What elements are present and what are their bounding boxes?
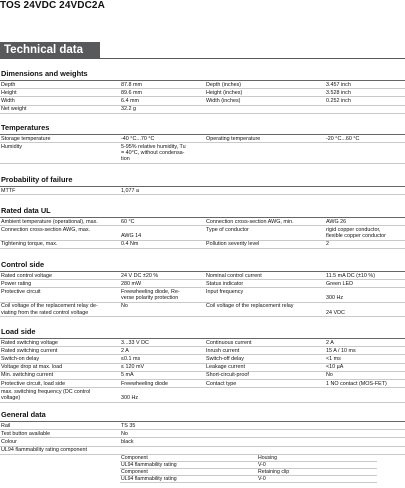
spec-label: Depth <box>0 81 120 89</box>
spec-label: Status indicator <box>205 280 325 288</box>
spec-label: MTTF <box>0 187 120 195</box>
spec-value <box>325 430 405 438</box>
spec-value: Freewheeling diode <box>120 380 205 388</box>
spec-value: <10 µA <box>325 363 405 371</box>
section-title: General data <box>0 408 405 422</box>
spec-value: 5-95% relative humidity, Tu = 40°C, without condensa- tion <box>120 143 205 164</box>
spec-value: 32.2 g <box>120 105 205 113</box>
spec-label: Width <box>0 97 120 105</box>
table-row <box>0 135 405 143</box>
spec-label: Storage temperature <box>0 135 120 143</box>
spec-value: 24 VDC <box>325 302 405 316</box>
spec-label: Min. switching current <box>0 371 120 379</box>
section-title: Control side <box>0 258 405 272</box>
spec-label: Height (inches) <box>205 89 325 97</box>
spec-label <box>205 438 325 446</box>
table-row <box>0 97 405 105</box>
spec-value: 24 V DC ±20 % <box>120 272 205 280</box>
section-load <box>0 325 405 403</box>
spec-label <box>205 187 325 195</box>
spec-value <box>325 143 405 164</box>
section-title: Rated data UL <box>0 204 405 218</box>
table-row <box>0 89 405 97</box>
spec-value: 0.4 Nm <box>120 240 205 248</box>
spec-label: Height <box>0 89 120 97</box>
spec-value: Green LED <box>325 280 405 288</box>
spec-label: Type of conductor <box>205 226 325 240</box>
table-row <box>0 380 405 388</box>
spec-label: Switch-on delay <box>0 355 120 363</box>
spec-label: Depth (inches) <box>205 81 325 89</box>
spec-label: Width (inches) <box>205 97 325 105</box>
section-dimensions <box>0 67 405 114</box>
spec-table <box>0 422 405 455</box>
table-row <box>0 388 405 402</box>
spec-value: Freewheeling diode, Re- verse polarity protection <box>120 288 205 302</box>
ul94-subtable <box>120 455 405 483</box>
spec-label <box>205 388 325 402</box>
section-general <box>0 408 405 483</box>
table-row <box>0 272 405 280</box>
ul94-label: UL94 flammability rating <box>120 476 257 483</box>
table-row <box>0 240 405 248</box>
spec-value: 2 A <box>120 347 205 355</box>
spec-label: Switch-off delay <box>205 355 325 363</box>
table-row <box>0 302 405 316</box>
table-row <box>0 218 405 226</box>
section-title: Temperatures <box>0 121 405 135</box>
spec-label: Net weight <box>0 105 120 113</box>
spec-table <box>0 135 405 164</box>
spec-label <box>205 422 325 430</box>
table-row <box>0 438 405 446</box>
spec-label: Coil voltage of the replacement relay de- viating from the rated control voltage <box>0 302 120 316</box>
table-row <box>0 363 405 371</box>
ul94-label: Component <box>120 455 257 462</box>
spec-value: No <box>120 430 205 438</box>
spec-label: Humidity <box>0 143 120 164</box>
spec-label: Protective circuit <box>0 288 120 302</box>
spec-label: Rated switching voltage <box>0 339 120 347</box>
spec-value <box>325 422 405 430</box>
table-row <box>0 339 405 347</box>
spec-value: 89.6 mm <box>120 89 205 97</box>
spec-label: Rail <box>0 422 120 430</box>
spec-value: -40 °C...70 °C <box>120 135 205 143</box>
ul94-value: Housing <box>257 455 377 462</box>
section-title: Load side <box>0 325 405 339</box>
spec-label: Ambient temperature (operational), max. <box>0 218 120 226</box>
spec-label: Leakage current <box>205 363 325 371</box>
spec-value: 5 mA <box>120 371 205 379</box>
spec-value: TS 35 <box>120 422 205 430</box>
table-row <box>0 446 405 454</box>
banner-rule <box>0 58 405 59</box>
spec-label: Short-circuit-proof <box>205 371 325 379</box>
spec-value <box>325 446 405 454</box>
section-control <box>0 258 405 317</box>
spec-label: Colour <box>0 438 120 446</box>
spec-table <box>0 81 405 114</box>
spec-label: Inrush current <box>205 347 325 355</box>
table-row <box>0 355 405 363</box>
spec-value <box>325 187 405 195</box>
spec-value: 0.252 inch <box>325 97 405 105</box>
table-row <box>0 81 405 89</box>
spec-value: 3...33 V DC <box>120 339 205 347</box>
spec-value: 2 <box>325 240 405 248</box>
spec-value <box>325 438 405 446</box>
ul94-label: UL94 flammability rating <box>120 462 257 469</box>
section-failure <box>0 173 405 195</box>
spec-label <box>205 446 325 454</box>
table-row <box>0 226 405 240</box>
spec-label: Coil voltage of the replacement relay <box>205 302 325 316</box>
spec-value: 1 NO contact (MOS-FET) <box>325 380 405 388</box>
ul94-label: Component <box>120 469 257 476</box>
spec-label: Continuous current <box>205 339 325 347</box>
spec-label <box>205 430 325 438</box>
spec-value: 1,077 a <box>120 187 205 195</box>
spec-label: Rated control voltage <box>0 272 120 280</box>
spec-value: 15 A / 10 ms <box>325 347 405 355</box>
spec-value <box>325 105 405 113</box>
spec-label: Operating temperature <box>205 135 325 143</box>
spec-value: No <box>325 371 405 379</box>
section-temperatures <box>0 121 405 164</box>
spec-value: No <box>120 302 205 316</box>
spec-value: 11.5 mA DC (±10 %) <box>325 272 405 280</box>
spec-value: -20 °C...60 °C <box>325 135 405 143</box>
table-row <box>0 430 405 438</box>
table-row <box>0 371 405 379</box>
spec-label: UL94 flammability rating component <box>0 446 120 454</box>
section-title: Probability of failure <box>0 173 405 187</box>
spec-label: Input frequency <box>205 288 325 302</box>
spec-value: 6.4 mm <box>120 97 205 105</box>
spec-value: 3.528 inch <box>325 89 405 97</box>
technical-data-banner: Technical data <box>0 42 100 58</box>
spec-value: 280 mW <box>120 280 205 288</box>
table-row <box>0 422 405 430</box>
spec-label: Test button available <box>0 430 120 438</box>
spec-value: AWG 14 <box>120 226 205 240</box>
spec-value <box>120 446 205 454</box>
spec-value: ≤0.1 ms <box>120 355 205 363</box>
spec-label: Protective circuit, load side <box>0 380 120 388</box>
section-title: Dimensions and weights <box>0 67 405 81</box>
spec-value: rigid copper conductor, flexible copper conductor <box>325 226 405 240</box>
spec-label: Voltage drop at max. load <box>0 363 120 371</box>
spec-value: 87.8 mm <box>120 81 205 89</box>
spec-table <box>0 187 405 195</box>
spec-label: max. switching frequency (DC control voltage) <box>0 388 120 402</box>
spec-value: ≤ 120 mV <box>120 363 205 371</box>
spec-label: Pollution severity level <box>205 240 325 248</box>
spec-value: 300 Hz <box>325 288 405 302</box>
ul94-value: V-0 <box>257 476 377 483</box>
table-row <box>0 288 405 302</box>
spec-label: Connection cross-section AWG, max. <box>0 226 120 240</box>
spec-value: 300 Hz <box>120 388 205 402</box>
spec-value: <1 ms <box>325 355 405 363</box>
ul94-value: V-0 <box>257 462 377 469</box>
table-row <box>0 143 405 164</box>
spec-label: Contact type <box>205 380 325 388</box>
spec-value: 2 A <box>325 339 405 347</box>
spec-value <box>325 388 405 402</box>
spec-label: Rated switching current <box>0 347 120 355</box>
spec-label: Nominal control current <box>205 272 325 280</box>
spec-table <box>0 339 405 403</box>
spec-value: 3.457 inch <box>325 81 405 89</box>
spec-table <box>0 218 405 249</box>
spec-label <box>205 105 325 113</box>
document-title: TOS 24VDC 24VDC2A <box>0 0 105 11</box>
ul94-value: Retaining clip <box>257 469 377 476</box>
spec-label: Tightening torque, max. <box>0 240 120 248</box>
table-row <box>0 280 405 288</box>
spec-value: black <box>120 438 205 446</box>
section-rated-ul <box>0 204 405 249</box>
spec-table <box>0 272 405 317</box>
spec-label: Connection cross-section AWG, min. <box>205 218 325 226</box>
table-row <box>0 187 405 195</box>
spec-label <box>205 143 325 164</box>
spec-value: AWG 26 <box>325 218 405 226</box>
spec-value: 60 °C <box>120 218 205 226</box>
table-row <box>0 105 405 113</box>
table-row <box>0 347 405 355</box>
spec-label: Power rating <box>0 280 120 288</box>
